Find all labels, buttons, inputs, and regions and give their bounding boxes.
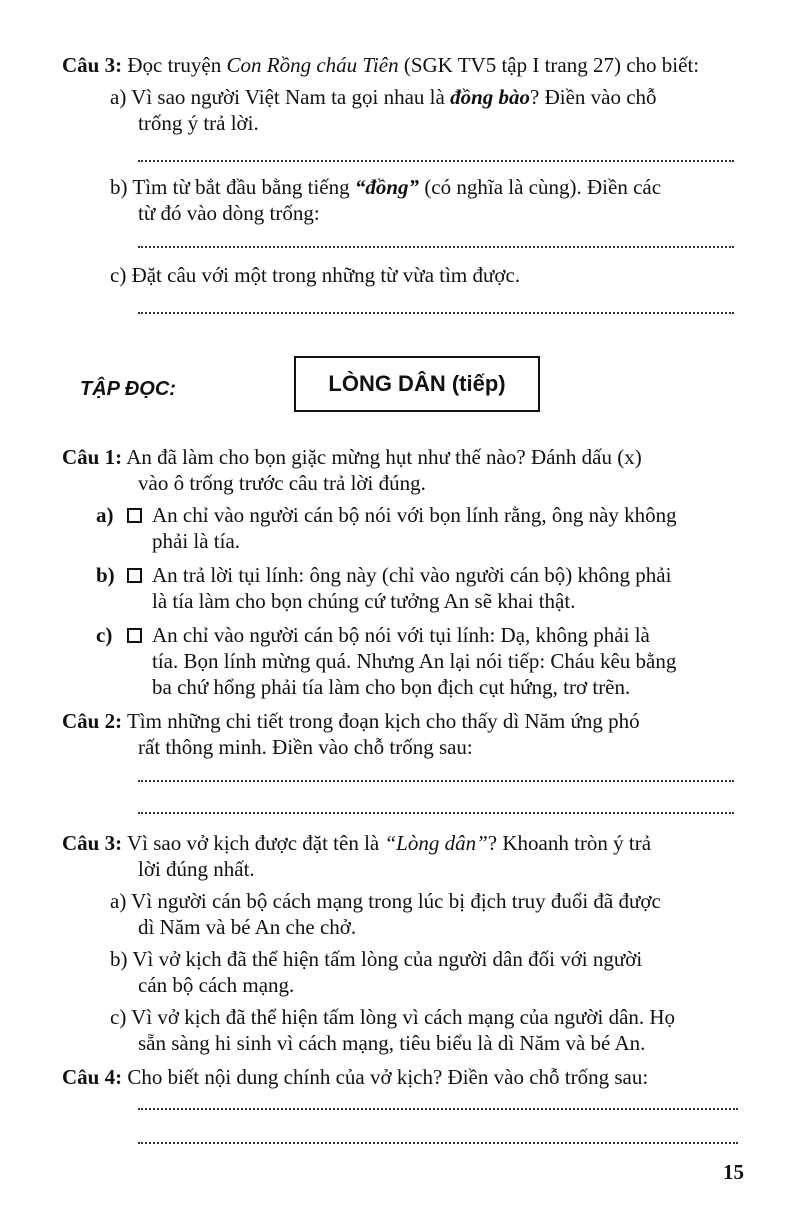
q3-top-b-text: b) Tìm từ bắt đầu bằng tiếng [110,175,355,199]
q3-top-a-text: a) Vì sao người Việt Nam ta gọi nhau là [110,85,451,109]
q3-label: Câu 3: [62,831,123,855]
q1-text: An đã làm cho bọn giặc mừng hụt như thế nào? Đánh dấu (x) [126,445,642,469]
q3-option-b[interactable]: b) Vì vở kịch đã thể hiện tấm lòng của người dân đối với người [110,947,643,971]
q3-option-a[interactable]: a) Vì người cán bộ cách mạng trong lúc bị địch truy đuổi đã được [110,889,661,913]
q1-b-checkbox[interactable] [127,568,142,583]
q1-c-label: c) [96,623,113,647]
q3-top-a-text-end: ? Điền vào chỗ [530,85,657,109]
q1-prompt [62,444,642,470]
q1-b-label: b) [96,563,115,587]
q1-a-label: a) [96,503,114,527]
answer-line[interactable] [138,812,734,814]
q2-label: Câu 2: [62,709,123,733]
answer-line[interactable] [138,246,734,248]
q3-top-a-line2: trống ý trả lời. [138,111,259,135]
q3-prompt [62,830,651,856]
q3-top-b-line2: từ đó vào dòng trống: [138,201,320,225]
q1-line2: vào ô trống trước câu trả lời đúng. [138,471,426,495]
q1-label: Câu 1: [62,445,123,469]
q4-prompt [62,1064,648,1090]
answer-line[interactable] [138,312,734,314]
q1-b-text: An trả lời tụi lính: ông này (chỉ vào người cán bộ) không phải [152,563,672,587]
q1-c-text-2: tía. Bọn lính mừng quá. Nhưng An lại nói tiếp: Cháu kêu bằng [152,649,677,673]
q2-line2: rất thông minh. Điền vào chỗ trống sau: [138,735,473,759]
answer-line[interactable] [138,780,734,782]
q3-play-title: “Lòng dân” [384,831,488,855]
q1-c-text-3: ba chứ hổng phải tía làm cho bọn địch cụt hứng, trơ trẽn. [152,675,631,699]
q3-top-c: c) Đặt câu với một trong những từ vừa tìm được. [110,263,521,287]
q3-option-c[interactable]: c) Vì vở kịch đã thể hiện tấm lòng vì cách mạng của người dân. Họ [110,1005,676,1029]
lesson-title-box [294,356,540,412]
q3-top-text: Đọc truyện [127,53,227,77]
q4-label: Câu 4: [62,1065,123,1089]
q1-b-text-2: là tía làm cho bọn chúng cứ tưởng An sẽ khai thật. [152,589,576,613]
q3-option-b-2: cán bộ cách mạng. [138,973,295,997]
q1-a-checkbox[interactable] [127,508,142,523]
lesson-title: LÒNG DÂN (tiếp) [328,371,506,396]
q2-text: Tìm những chi tiết trong đoạn kịch cho thấy dì Năm ứng phó [126,709,640,733]
q3-top-b [110,174,661,200]
q3-top-text-end: (SGK TV5 tập I trang 27) cho biết: [398,53,700,77]
q4-text: Cho biết nội dung chính của vở kịch? Điền vào chỗ trống sau: [127,1065,649,1089]
q3-top-label: Câu 3: [62,53,123,77]
q3-top-b-text-end: (có nghĩa là cùng). Điền các [419,175,662,199]
q1-c-checkbox[interactable] [127,628,142,643]
section-label: TẬP ĐỌC: [80,378,176,400]
q3-line2: lời đúng nhất. [138,857,255,881]
q3-top-story-title: Con Rồng cháu Tiên [226,53,399,77]
q2-prompt [62,708,640,734]
q3-top-prompt [62,52,699,78]
q3-text: Vì sao vở kịch được đặt tên là [126,831,385,855]
page-number: 15 [723,1160,744,1184]
q3-top-a [110,84,657,110]
q1-a-text: An chỉ vào người cán bộ nói với bọn lính rằng, ông này không [152,503,677,527]
q3-text-end: ? Khoanh tròn ý trả [487,831,652,855]
q3-top-a-keyword: đồng bào [450,85,530,109]
q3-top-b-keyword: “đồng” [354,175,420,199]
q3-option-c-2: sẵn sàng hi sinh vì cách mạng, tiêu biểu là dì Năm và bé An. [138,1031,646,1055]
q3-option-a-2: dì Năm và bé An che chở. [138,915,357,939]
answer-line[interactable] [138,160,734,162]
q1-c-text: An chỉ vào người cán bộ nói với tụi lính: Dạ, không phải là [152,623,650,647]
answer-line[interactable] [138,1108,738,1110]
answer-line[interactable] [138,1142,738,1144]
q1-a-text-2: phải là tía. [152,529,241,553]
